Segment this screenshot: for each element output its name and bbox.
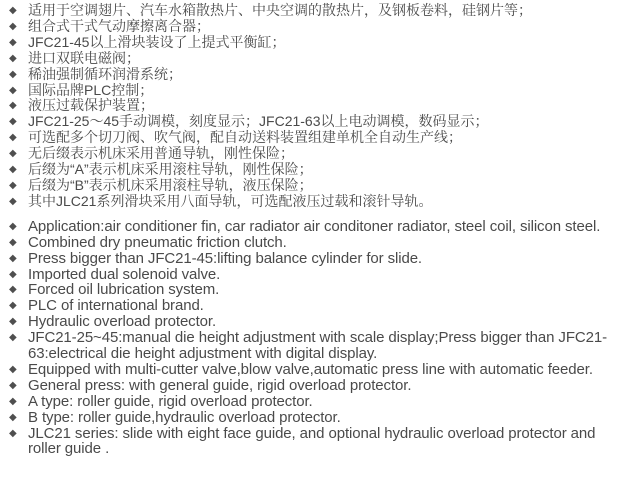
- list-item: [8, 426, 617, 458]
- diamond-bullet-icon: ◆: [9, 332, 17, 344]
- list-item: [8, 267, 617, 283]
- list-item: [8, 19, 617, 35]
- chinese-feature-list: [8, 3, 617, 210]
- list-item-text: 国际品牌PLC控制；: [28, 81, 154, 98]
- list-item-text: JFC21-25～45手动调模，刻度显示；JFC21-63以上电动调模，数码显示；: [28, 113, 489, 130]
- list-item-text: Hydraulic overload protector.: [28, 313, 217, 331]
- diamond-bullet-icon: ◆: [9, 411, 17, 423]
- diamond-bullet-icon: ◆: [9, 148, 17, 160]
- diamond-bullet-icon: ◆: [9, 316, 17, 328]
- diamond-bullet-icon: ◆: [9, 68, 17, 80]
- list-item-text: 无后缀表示机床采用普通导轨，刚性保险；: [28, 145, 294, 162]
- list-item-text: 其中JLC21系列滑块采用八面导轨，可选配液压过载和滚针导轨。: [28, 192, 433, 209]
- diamond-bullet-icon: ◆: [9, 116, 17, 128]
- diamond-bullet-icon: ◆: [9, 84, 17, 96]
- list-item-text: JFC21-25~45:manual die height adjustment with scale display;Press bigger than JFC21-63:electrical die height adjustment with digital display.: [28, 329, 607, 363]
- list-item-text: 进口双联电磁阀；: [28, 49, 140, 66]
- diamond-bullet-icon: ◆: [9, 179, 17, 191]
- list-item-text: 液压过载保护装置；: [28, 97, 154, 114]
- diamond-bullet-icon: ◆: [9, 132, 17, 144]
- list-item: [8, 410, 617, 426]
- list-item: [8, 162, 617, 178]
- diamond-bullet-icon: ◆: [9, 363, 17, 375]
- list-item: [8, 178, 617, 194]
- list-item: [8, 83, 617, 99]
- diamond-bullet-icon: ◆: [9, 36, 17, 48]
- list-item-text: 适用于空调翅片、汽车水箱散热片、中央空调的散热片，及钢板卷料，硅钢片等；: [28, 2, 532, 18]
- list-item-text: Forced oil lubrication system.: [28, 281, 220, 299]
- list-item-text: A type: roller guide, rigid overload protector.: [28, 392, 313, 410]
- diamond-bullet-icon: ◆: [9, 20, 17, 32]
- diamond-bullet-icon: ◆: [9, 100, 17, 112]
- list-item: [8, 98, 617, 114]
- list-item: [8, 130, 617, 146]
- list-item: [8, 235, 617, 251]
- list-item-text: 后缀为“B”表示机床采用滚柱导轨，液压保险；: [28, 176, 313, 193]
- list-item: [8, 314, 617, 330]
- diamond-bullet-icon: ◆: [9, 52, 17, 64]
- list-item-text: Imported dual solenoid valve.: [28, 265, 221, 283]
- list-item-text: JLC21 series: slide with eight face guide, and optional hydraulic overload protector and roller guide .: [28, 424, 596, 458]
- diamond-bullet-icon: ◆: [9, 395, 17, 407]
- list-item: [8, 282, 617, 298]
- diamond-bullet-icon: ◆: [9, 236, 17, 248]
- list-item-text: JFC21-45以上滑块装设了上提式平衡缸；: [28, 33, 286, 50]
- list-item-text: PLC of international brand.: [28, 297, 204, 315]
- list-item: [8, 114, 617, 130]
- list-item: [8, 330, 617, 362]
- list-item-text: Equipped with multi-cutter valve,blow valve,automatic press line with automatic feeder.: [28, 360, 593, 378]
- list-item: [8, 251, 617, 267]
- diamond-bullet-icon: ◆: [9, 164, 17, 176]
- list-item: [8, 394, 617, 410]
- list-item-text: 组合式干式气动摩擦离合器；: [28, 17, 210, 34]
- diamond-bullet-icon: ◆: [9, 300, 17, 312]
- list-item: [8, 378, 617, 394]
- diamond-bullet-icon: ◆: [9, 427, 17, 439]
- list-item-text: Press bigger than JFC21-45:lifting balance cylinder for slide.: [28, 249, 423, 267]
- list-item: [8, 67, 617, 83]
- list-item-text: 后缀为“A”表示机床采用滚柱导轨，刚性保险；: [28, 161, 313, 178]
- list-item-text: 可选配多个切刀阀、吹气阀，配自动送料装置组建单机全自动生产线；: [28, 129, 462, 146]
- list-item: [8, 362, 617, 378]
- english-feature-list: [8, 219, 617, 458]
- list-item-text: General press: with general guide, rigid overload protector.: [28, 376, 412, 394]
- list-item: [8, 194, 617, 210]
- list-item: [8, 3, 617, 19]
- diamond-bullet-icon: ◆: [9, 268, 17, 280]
- list-item: [8, 35, 617, 51]
- diamond-bullet-icon: ◆: [9, 195, 17, 207]
- list-item-text: Application:air conditioner fin, car radiator air conditoner radiator, steel coil, silicon steel.: [28, 217, 601, 235]
- list-item: [8, 51, 617, 67]
- diamond-bullet-icon: ◆: [9, 5, 17, 16]
- diamond-bullet-icon: ◆: [9, 252, 17, 264]
- list-item-text: Combined dry pneumatic friction clutch.: [28, 233, 287, 251]
- diamond-bullet-icon: ◆: [9, 379, 17, 391]
- list-item: [8, 298, 617, 314]
- list-item-text: 稀油强制循环润滑系统；: [28, 65, 182, 82]
- list-item: [8, 146, 617, 162]
- list-item: [8, 219, 617, 235]
- diamond-bullet-icon: ◆: [9, 220, 17, 232]
- list-item-text: B type: roller guide,hydraulic overload protector.: [28, 408, 341, 426]
- diamond-bullet-icon: ◆: [9, 284, 17, 296]
